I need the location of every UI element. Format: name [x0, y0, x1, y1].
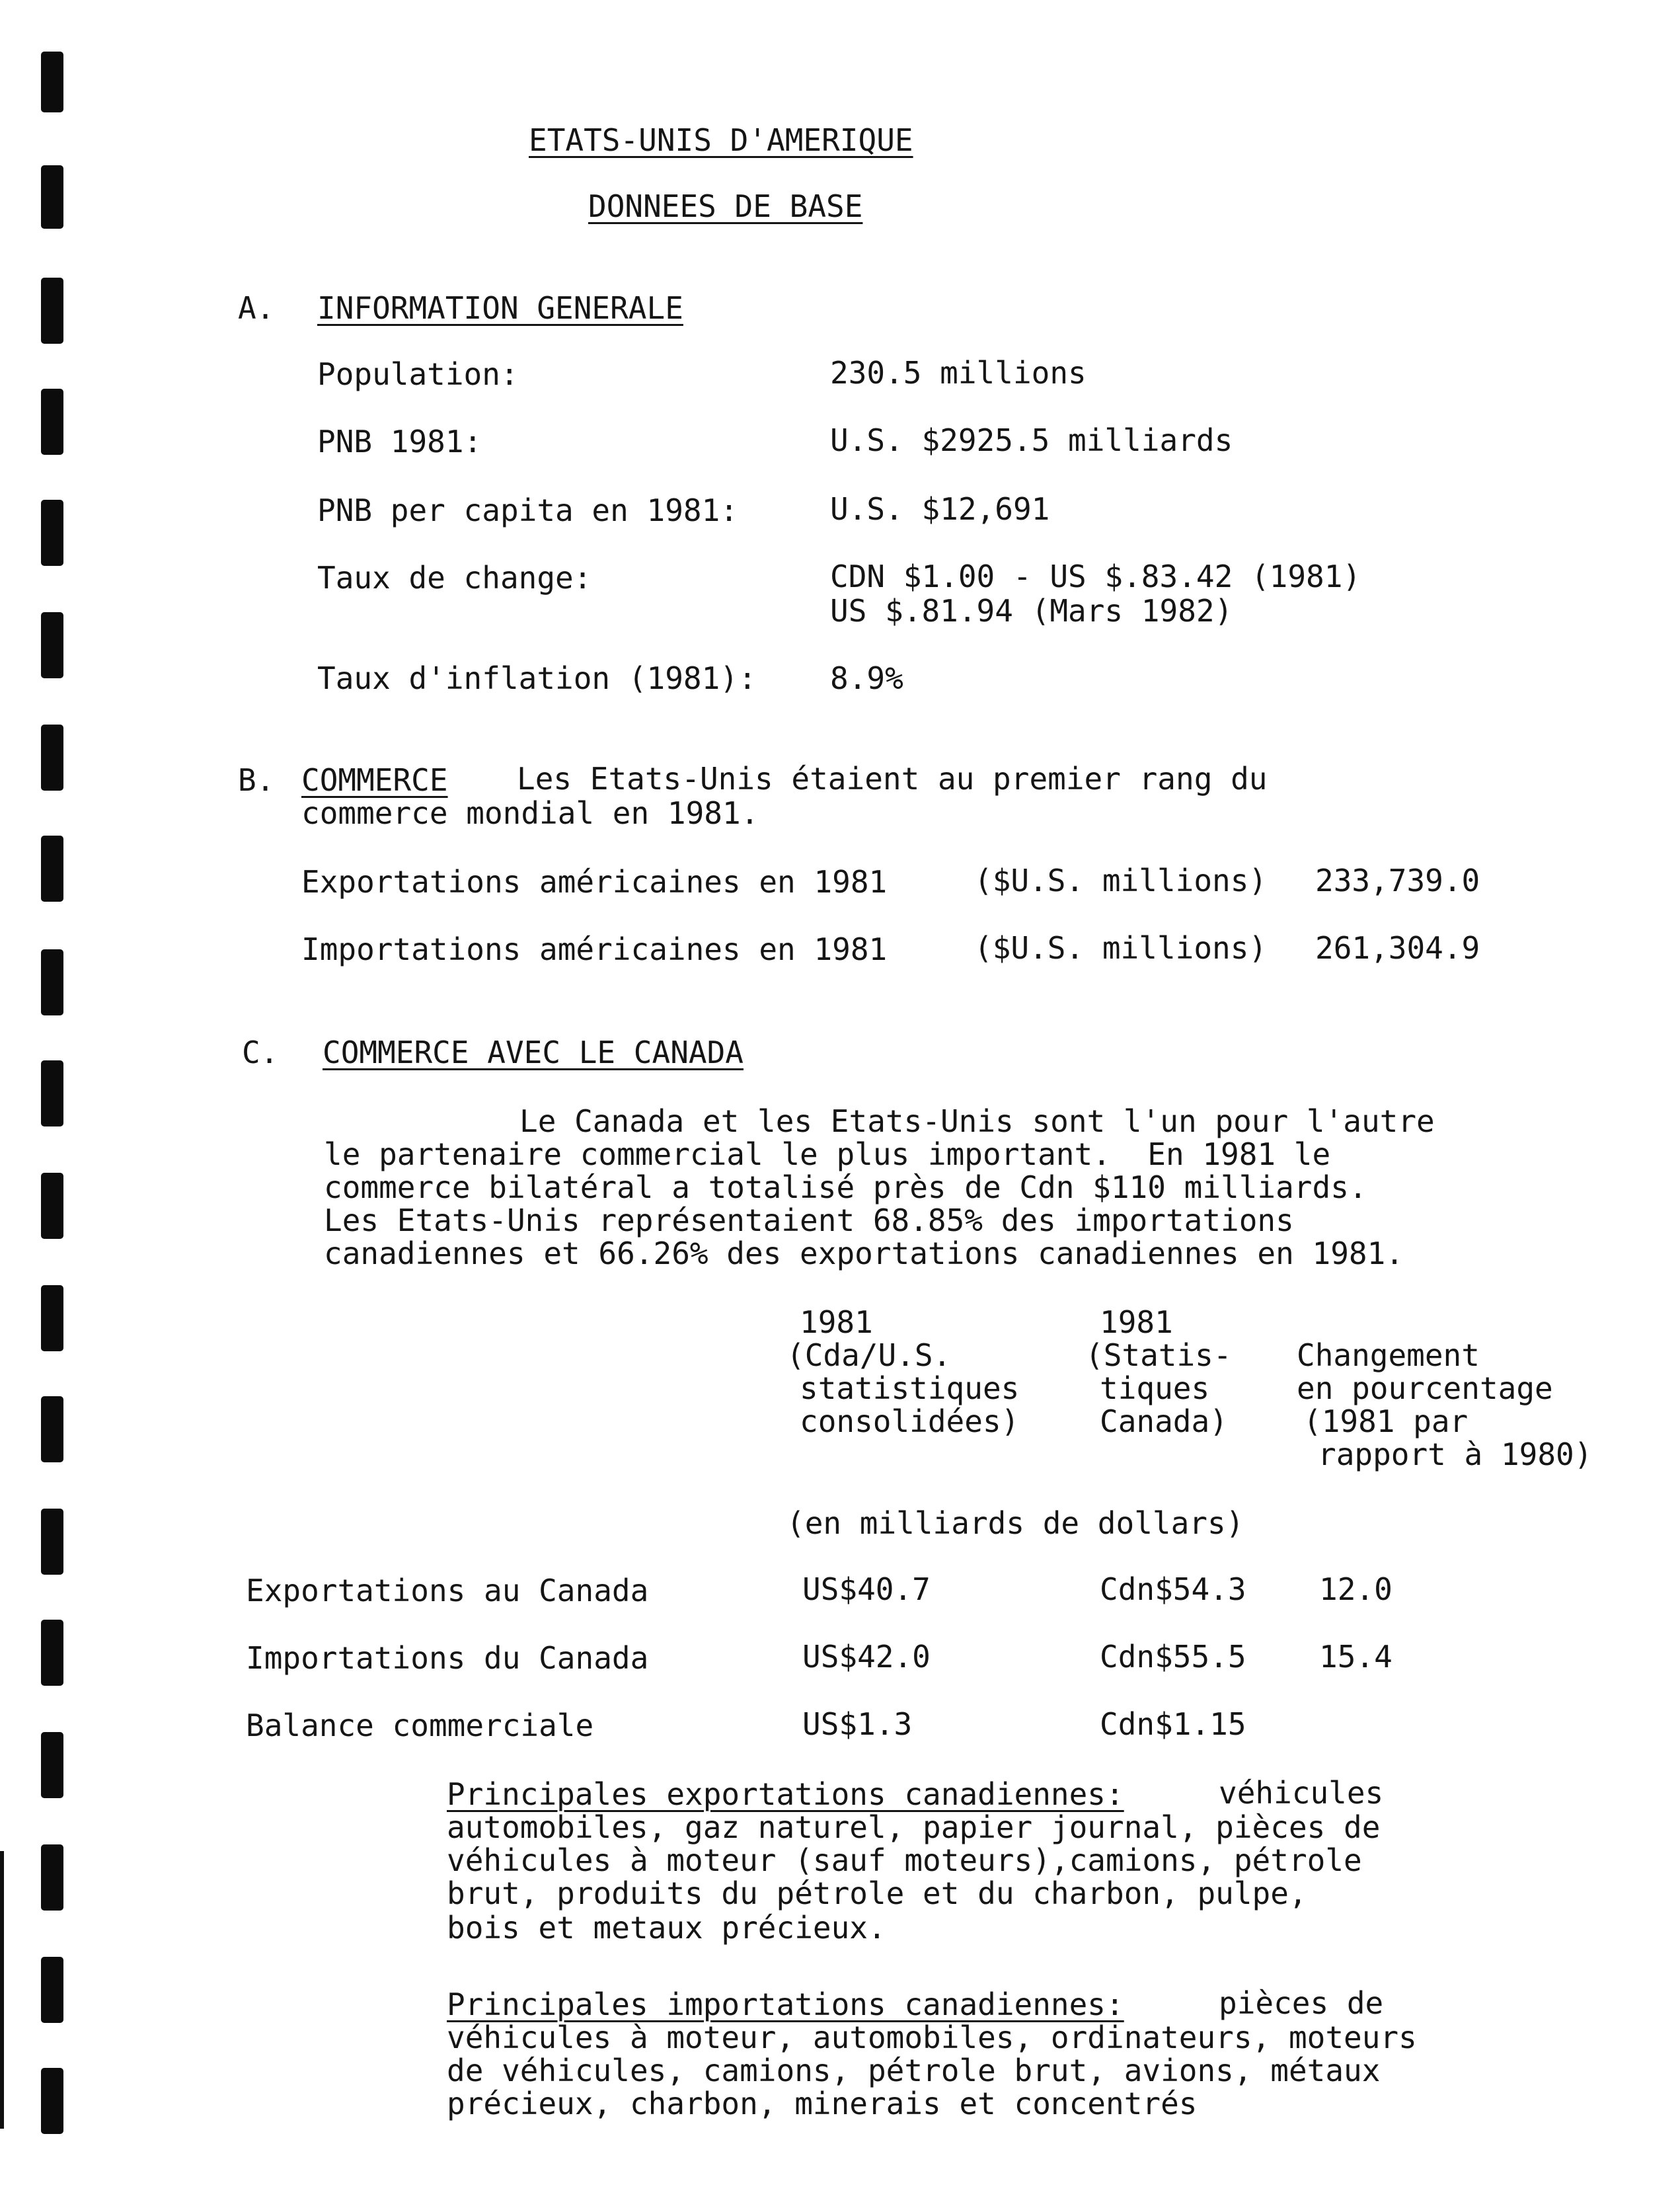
principal-exports-line: brut, produits du pétrole et du charbon, pulpe,	[447, 1876, 1307, 1911]
col-change-header: Changement	[1297, 1337, 1480, 1373]
document-subtitle: DONNEES DE BASE	[588, 188, 863, 224]
col-consolidated-header: consolidées)	[800, 1403, 1020, 1439]
table-cell-us: US$40.7	[802, 1571, 931, 1607]
principal-exports-line: véhicules à moteur (sauf moteurs),camions, pétrole	[447, 1842, 1362, 1878]
population-label: Population:	[317, 356, 519, 392]
us-imports-unit: ($U.S. millions)	[974, 930, 1268, 966]
col-consolidated-header: statistiques	[800, 1370, 1020, 1406]
principal-imports-heading: Principales importations canadiennes:	[447, 1987, 1124, 2022]
population-value: 230.5 millions	[830, 355, 1087, 391]
exchange-rate-value-2: US $.81.94 (Mars 1982)	[830, 593, 1233, 629]
section-c-paragraph-line: le partenaire commercial le plus important. En 1981 le	[324, 1136, 1331, 1172]
section-b-title: COMMERCE	[301, 762, 448, 798]
section-a-marker: A.	[238, 290, 275, 326]
table-cell-change: 12.0	[1319, 1571, 1393, 1607]
us-imports-label: Importations américaines en 1981	[301, 931, 888, 967]
inflation-label: Taux d'inflation (1981):	[317, 660, 757, 696]
table-cell-cdn: Cdn$54.3	[1100, 1571, 1246, 1607]
principal-imports-line: véhicules à moteur, automobiles, ordinateurs, moteurs	[447, 2020, 1417, 2055]
punch-mark	[41, 612, 63, 678]
principal-exports-line: automobiles, gaz naturel, papier journal, pièces de	[447, 1809, 1381, 1845]
punch-mark	[41, 836, 63, 902]
section-c-paragraph-line: Le Canada et les Etats-Unis sont l'un pour l'autre	[519, 1103, 1435, 1139]
punch-mark	[41, 1844, 63, 1911]
punch-mark	[41, 278, 63, 344]
principal-exports-heading: Principales exportations canadiennes:	[447, 1776, 1124, 1812]
principal-imports-line: précieux, charbon, minerais et concentrés	[447, 2086, 1198, 2121]
section-c-paragraph-line: Les Etats-Unis représentaient 68.85% des importations	[324, 1203, 1294, 1238]
punch-mark	[41, 165, 63, 229]
punch-mark	[41, 1285, 63, 1351]
principal-exports-line: bois et metaux précieux.	[447, 1910, 886, 1946]
punch-mark	[41, 1957, 63, 2023]
punch-mark	[41, 2068, 63, 2134]
col-statcan-header: (Statis-	[1085, 1337, 1232, 1373]
punch-mark	[41, 1060, 63, 1126]
col-statcan-header: Canada)	[1100, 1403, 1228, 1439]
principal-imports-line: de véhicules, camions, pétrole brut, avions, métaux	[447, 2053, 1381, 2088]
punch-mark	[41, 725, 63, 791]
principal-imports-line: pièces de	[1219, 1985, 1384, 2021]
inflation-value: 8.9%	[830, 660, 903, 696]
punch-mark	[41, 52, 63, 112]
section-c-paragraph-line: canadiennes et 66.26% des exportations canadiennes en 1981.	[324, 1236, 1404, 1271]
scan-edge	[0, 1851, 4, 2129]
us-exports-unit: ($U.S. millions)	[974, 863, 1268, 898]
principal-exports-line: véhicules	[1219, 1775, 1384, 1811]
pnb-label: PNB 1981:	[317, 424, 482, 459]
section-a-title: INFORMATION GENERALE	[317, 290, 683, 326]
punch-mark	[41, 1732, 63, 1798]
punch-mark	[41, 389, 63, 455]
table-row-label: Importations du Canada	[246, 1640, 649, 1676]
table-cell-cdn: Cdn$55.5	[1100, 1639, 1246, 1675]
pnb-per-capita-value: U.S. $12,691	[830, 491, 1050, 527]
col-consolidated-header: 1981	[800, 1304, 873, 1340]
table-cell-change: 15.4	[1319, 1639, 1393, 1675]
table-cell-cdn: Cdn$1.15	[1100, 1706, 1246, 1742]
col-change-header: (1981 par	[1303, 1403, 1469, 1439]
exchange-rate-value: CDN $1.00 - US $.83.42 (1981)	[830, 559, 1361, 594]
punch-mark	[41, 1396, 63, 1462]
pnb-per-capita-label: PNB per capita en 1981:	[317, 493, 738, 528]
punch-mark	[41, 500, 63, 566]
table-cell-us: US$1.3	[802, 1706, 913, 1742]
table-units: (en milliards de dollars)	[786, 1505, 1244, 1541]
table-row-label: Exportations au Canada	[246, 1573, 649, 1608]
us-imports-value: 261,304.9	[1315, 930, 1480, 966]
punch-mark	[41, 949, 63, 1015]
section-b-marker: B.	[238, 762, 275, 798]
section-b-intro-line2: commerce mondial en 1981.	[301, 795, 759, 831]
punch-mark	[41, 1173, 63, 1239]
col-change-header: en pourcentage	[1297, 1370, 1553, 1406]
table-row-label: Balance commerciale	[246, 1708, 594, 1743]
table-cell-us: US$42.0	[802, 1639, 931, 1675]
punch-mark	[41, 1620, 63, 1686]
section-c-paragraph-line: commerce bilatéral a totalisé près de Cdn $110 milliards.	[324, 1169, 1367, 1205]
punch-mark	[41, 1509, 63, 1575]
document-title: ETATS-UNIS D'AMERIQUE	[529, 122, 913, 158]
col-statcan-header: tiques	[1100, 1370, 1210, 1406]
col-consolidated-header: (Cda/U.S.	[786, 1337, 952, 1373]
section-c-title: COMMERCE AVEC LE CANADA	[323, 1035, 744, 1070]
us-exports-value: 233,739.0	[1315, 863, 1480, 898]
pnb-value: U.S. $2925.5 milliards	[830, 422, 1233, 458]
section-b-intro-line1: Les Etats-Unis étaient au premier rang du	[517, 761, 1268, 797]
section-c-marker: C.	[242, 1035, 279, 1070]
exchange-rate-label: Taux de change:	[317, 560, 592, 596]
col-change-header: rapport à 1980)	[1318, 1437, 1593, 1472]
us-exports-label: Exportations américaines en 1981	[301, 864, 888, 900]
col-statcan-header: 1981	[1100, 1304, 1173, 1340]
